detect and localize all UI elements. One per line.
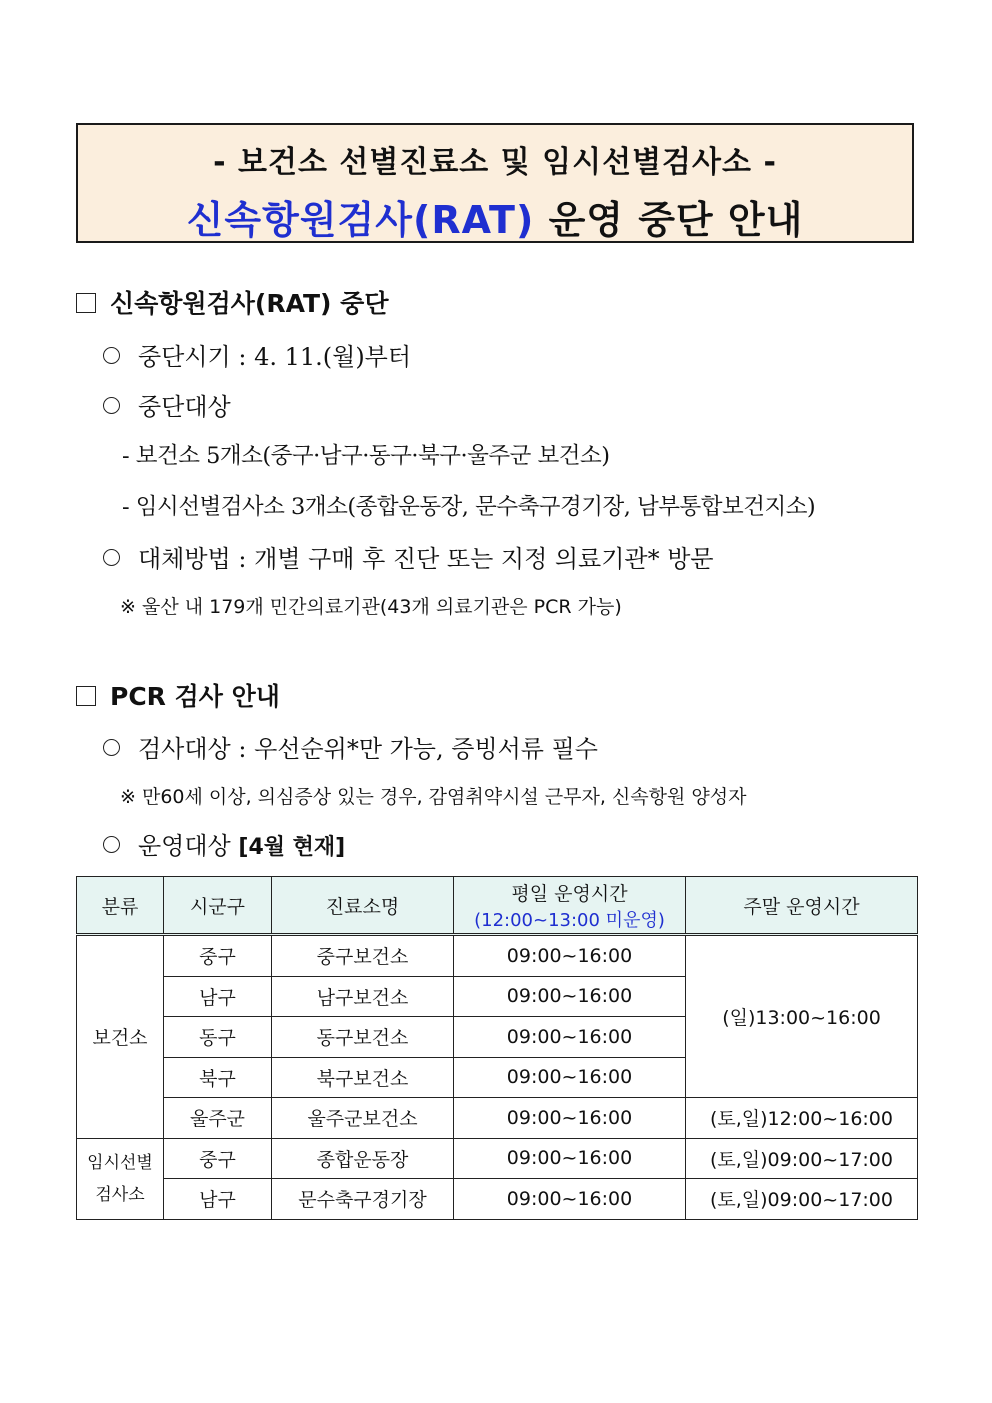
header-weekend: 주말 운영시간 (686, 877, 918, 935)
section1-dash1: - 보건소 5개소(중구·남구·동구·북구·울주군 보건소) (122, 443, 610, 469)
header-weekday (454, 877, 686, 935)
header-category: 분류 (77, 877, 164, 935)
table-row (77, 935, 918, 977)
group-temp-testing (77, 1138, 164, 1219)
table-header-row (77, 877, 918, 935)
section2-heading (76, 677, 280, 713)
group-temp-testing-line2: 검사소 (95, 1184, 145, 1205)
operation-table (76, 876, 918, 1220)
section2-item2-text: 운영대상 (138, 832, 231, 860)
table-row (77, 1098, 918, 1139)
section1-item3-text: 대체방법 : 개별 구매 후 진단 또는 지정 의료기관* 방문 (138, 545, 714, 573)
cell-district: 북구 (164, 1057, 272, 1098)
group-health-center: 보건소 (77, 935, 164, 1139)
section2-item1-text: 검사대상 : 우선순위*만 가능, 증빙서류 필수 (138, 735, 598, 763)
cell-district: 남구 (164, 1179, 272, 1220)
square-bullet-icon (76, 293, 96, 313)
title-main-rest: 운영 중단 안내 (534, 198, 804, 242)
table-row (77, 1138, 918, 1179)
cell-clinic: 문수축구경기장 (272, 1179, 454, 1220)
cell-district: 울주군 (164, 1098, 272, 1139)
circle-bullet-icon (103, 347, 120, 364)
cell-weekday: 09:00~16:00 (454, 1098, 686, 1139)
cell-weekend-shared: (일)13:00~16:00 (686, 935, 918, 1098)
cell-weekday: 09:00~16:00 (454, 1017, 686, 1058)
cell-weekend: (토,일)09:00~17:00 (686, 1138, 918, 1179)
circle-bullet-icon (103, 836, 120, 853)
cell-weekend: (토,일)12:00~16:00 (686, 1098, 918, 1139)
section2-item2-tag: [4월 현재] (238, 835, 346, 860)
cell-weekday: 09:00~16:00 (454, 976, 686, 1017)
cell-district: 중구 (164, 935, 272, 977)
header-weekday-note: (12:00~13:00 미운영) (474, 909, 665, 931)
cell-district: 동구 (164, 1017, 272, 1058)
cell-weekday: 09:00~16:00 (454, 1057, 686, 1098)
cell-clinic: 울주군보건소 (272, 1098, 454, 1139)
title-main-highlight: 신속항원검사(RAT) (186, 198, 535, 242)
circle-bullet-icon (103, 549, 120, 566)
group-temp-testing-line1: 임시선별 (87, 1152, 153, 1173)
section1-dash2: - 임시선별검사소 3개소(종합운동장, 문수축구경기장, 남부통합보건지소) (122, 494, 816, 520)
header-district: 시군구 (164, 877, 272, 935)
section1-heading (76, 284, 388, 320)
cell-weekend: (토,일)09:00~17:00 (686, 1179, 918, 1220)
section1-item-alternative (103, 539, 714, 574)
title-subtitle: - 보건소 선별진료소 및 임시선별검사소 - (213, 145, 777, 180)
section1-heading-text: 신속항원검사(RAT) 중단 (110, 289, 389, 318)
title-main (78, 189, 912, 244)
section2-heading-text: PCR 검사 안내 (110, 682, 280, 711)
section1-note: ※ 울산 내 179개 민간의료기관(43개 의료기관은 PCR 가능) (120, 596, 622, 618)
cell-clinic: 북구보건소 (272, 1057, 454, 1098)
section2-item-operation (103, 826, 345, 861)
table-row (77, 1179, 918, 1220)
section2-note: ※ 만60세 이상, 의심증상 있는 경우, 감염취약시설 근무자, 신속항원 양성자 (120, 786, 747, 808)
cell-district: 남구 (164, 976, 272, 1017)
cell-clinic: 남구보건소 (272, 976, 454, 1017)
section1-item2-text: 중단대상 (138, 393, 231, 421)
cell-weekday: 09:00~16:00 (454, 1138, 686, 1179)
cell-clinic: 동구보건소 (272, 1017, 454, 1058)
section2-item-target (103, 729, 598, 764)
title-box (76, 123, 914, 243)
cell-clinic: 중구보건소 (272, 935, 454, 977)
circle-bullet-icon (103, 397, 120, 414)
cell-clinic: 종합운동장 (272, 1138, 454, 1179)
section1-item1-text: 중단시기 : 4. 11.(월)부터 (138, 343, 412, 371)
section1-item-period (103, 337, 411, 372)
square-bullet-icon (76, 686, 96, 706)
cell-district: 중구 (164, 1138, 272, 1179)
circle-bullet-icon (103, 739, 120, 756)
header-clinic: 진료소명 (272, 877, 454, 935)
cell-weekday: 09:00~16:00 (454, 1179, 686, 1220)
header-weekday-label: 평일 운영시간 (511, 882, 628, 905)
cell-weekday: 09:00~16:00 (454, 935, 686, 977)
section1-item-target (103, 387, 231, 422)
